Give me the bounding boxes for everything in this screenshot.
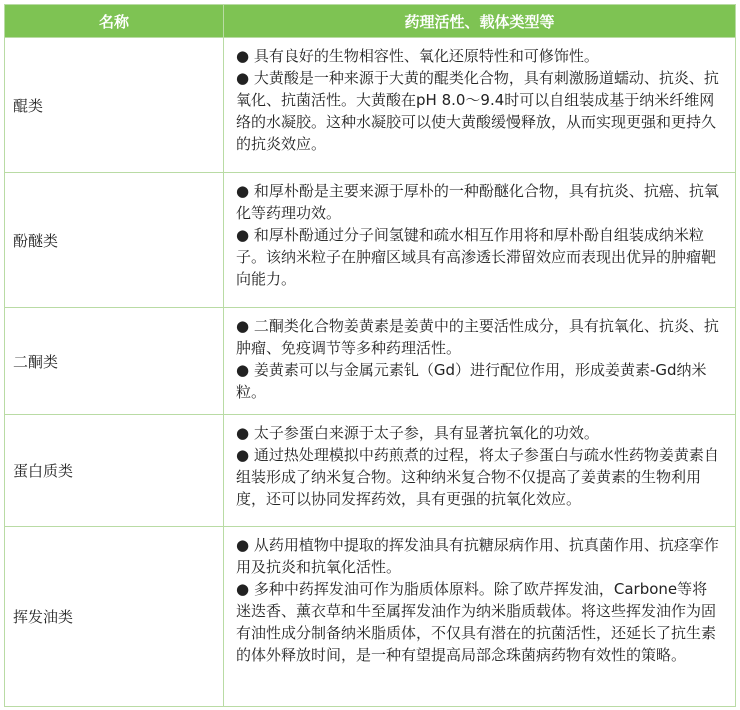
table-row	[5, 308, 736, 415]
row-name-quinones: 醌类	[5, 38, 224, 173]
table-row	[5, 38, 736, 173]
table-row	[5, 415, 736, 527]
table-body	[5, 38, 736, 707]
row-desc-phenol-ethers	[224, 173, 736, 308]
row-name-proteins: 蛋白质类	[5, 415, 224, 527]
header-name: 名称	[5, 5, 224, 38]
desc-item: ● 通过热处理模拟中药煎煮的过程，将太子参蛋白与疏水性药物姜黄素自组装形成了纳米复合物。这种纳米复合物不仅提高了姜黄素的生物利用度，还可以协同发挥药效，具有更强的抗氧化效应。	[236, 446, 719, 508]
row-desc-diketones	[224, 308, 736, 415]
row-desc-volatile-oils	[224, 527, 736, 707]
row-name-diketones: 二酮类	[5, 308, 224, 415]
row-desc-proteins	[224, 415, 736, 527]
desc-item: ● 姜黄素可以与金属元素钆（Gd）进行配位作用，形成姜黄素-Gd纳米粒。	[236, 361, 707, 401]
row-name-phenol-ethers: 酚醚类	[5, 173, 224, 308]
header-row	[5, 5, 736, 38]
compound-table	[4, 4, 736, 707]
desc-item: ● 二酮类化合物姜黄素是姜黄中的主要活性成分，具有抗氧化、抗炎、抗肿瘤、免疫调节等多种药理活性。	[236, 317, 719, 357]
header-activity: 药理活性、载体类型等	[224, 5, 736, 38]
table-row	[5, 173, 736, 308]
desc-item: ● 和厚朴酚是主要来源于厚朴的一种酚醚化合物，具有抗炎、抗癌、抗氧化等药理功效。	[236, 182, 719, 222]
table-header	[5, 5, 736, 38]
row-desc-quinones	[224, 38, 736, 173]
desc-item: ● 多种中药挥发油可作为脂质体原料。除了欧芹挥发油，Carbone等将迷迭香、薰衣草和牛至属挥发油作为纳米脂质载体。将这些挥发油作为固有油性成分制备纳米脂质体，不仅具有潜在的抗菌活性，还延长了抗生素的体外释放时间，是一种有望提高局部念珠菌病药物有效性的策略。	[236, 580, 717, 664]
desc-item: ● 和厚朴酚通过分子间氢键和疏水相互作用将和厚朴酚自组装成纳米粒子。该纳米粒子在肿瘤区域具有高渗透长滞留效应而表现出优异的肿瘤靶向能力。	[236, 226, 717, 288]
row-name-volatile-oils: 挥发油类	[5, 527, 224, 707]
desc-item: ● 具有良好的生物相容性、氧化还原特性和可修饰性。	[236, 47, 599, 65]
desc-item: ● 太子参蛋白来源于太子参，具有显著抗氧化的功效。	[236, 424, 599, 442]
table-row	[5, 527, 736, 707]
desc-item: ● 从药用植物中提取的挥发油具有抗糖尿病作用、抗真菌作用、抗痉挛作用及抗炎和抗氧化活性。	[236, 536, 719, 576]
desc-item: ● 大黄酸是一种来源于大黄的醌类化合物，具有刺激肠道蠕动、抗炎、抗氧化、抗菌活性。大黄酸在pH 8.0～9.4时可以自组装成基于纳米纤维网络的水凝胶。这种水凝胶可以使大黄酸缓慢释放，从而实现更强和更持久的抗炎效应。	[236, 69, 719, 153]
